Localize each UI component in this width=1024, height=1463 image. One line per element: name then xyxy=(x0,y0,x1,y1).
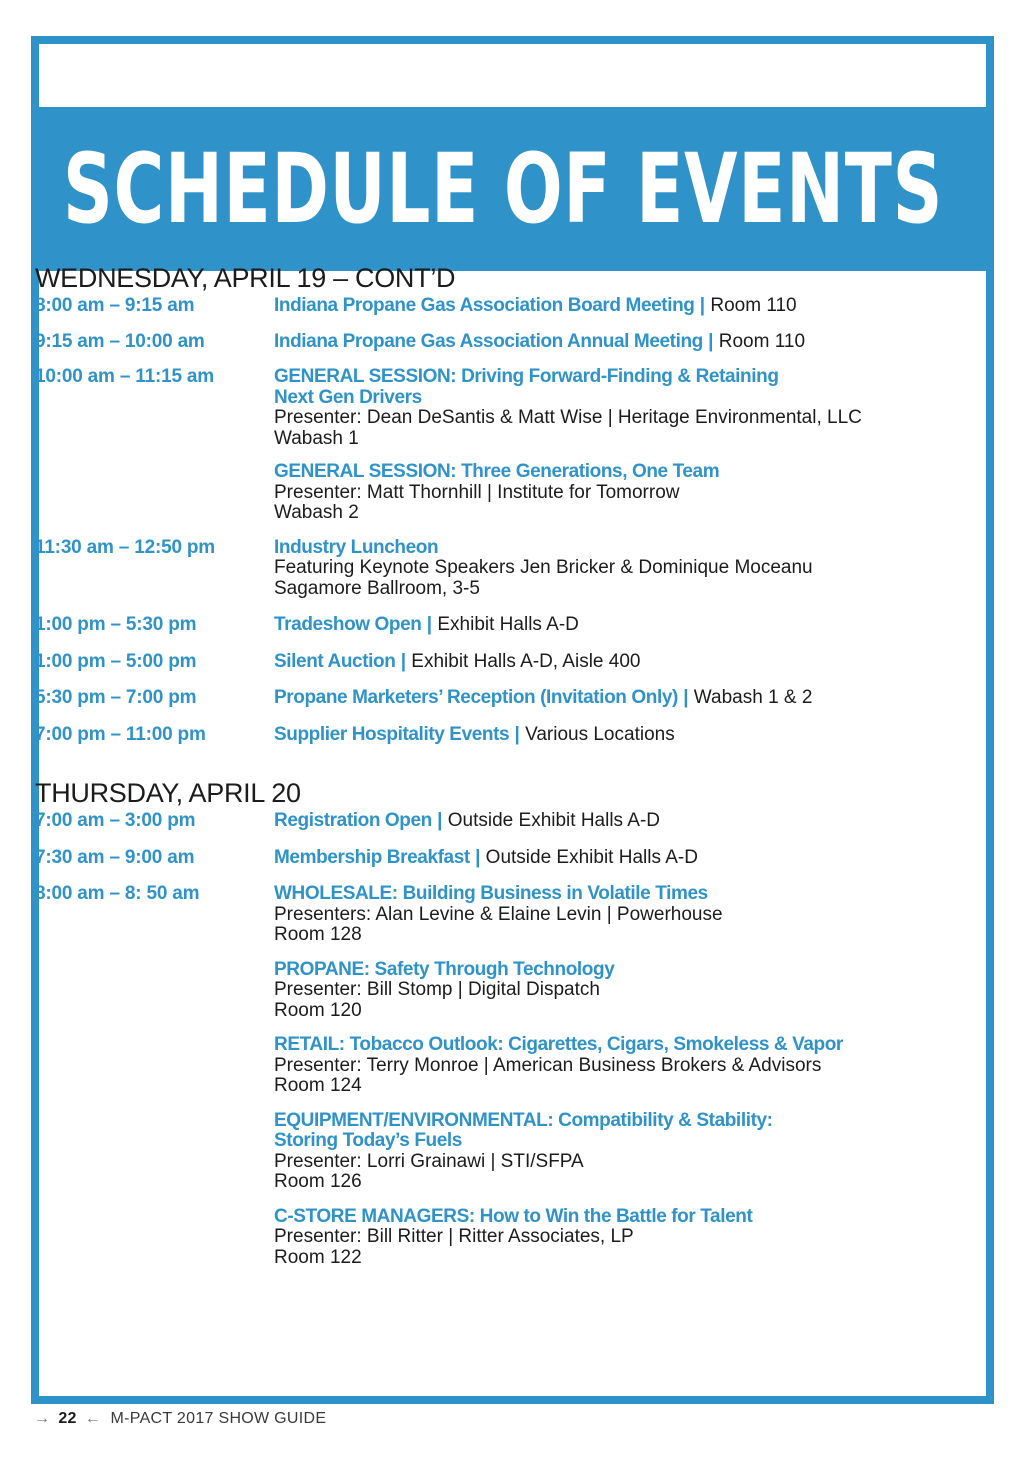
session-entry xyxy=(274,1111,925,1193)
session-presenter: Presenter: Bill Ritter | Ritter Associates, LP xyxy=(274,1226,634,1247)
session-entry xyxy=(274,960,925,1022)
session-location: Outside Exhibit Halls A-D xyxy=(485,846,698,868)
event-sessions xyxy=(274,538,925,600)
session-entry xyxy=(274,811,925,832)
event-row xyxy=(35,884,925,1268)
event-sessions xyxy=(274,332,925,353)
separator-bar-icon: | xyxy=(702,330,719,352)
event-row xyxy=(35,811,925,832)
session-title: Membership Breakfast xyxy=(274,846,470,868)
session-location: Sagamore Ballroom, 3-5 xyxy=(274,577,480,599)
event-time: 5:30 pm – 7:00 pm xyxy=(35,687,197,708)
page-title: SCHEDULE OF EVENTS xyxy=(63,133,944,245)
session-title: Supplier Hospitality Events xyxy=(274,723,510,745)
session-location: Room 128 xyxy=(274,924,362,945)
day-section-thursday xyxy=(35,777,925,1268)
session-title: WHOLESALE: Building Business in Volatile Times xyxy=(274,883,708,904)
event-row xyxy=(35,332,925,353)
session-location: Exhibit Halls A-D xyxy=(437,614,579,635)
session-title-line xyxy=(274,960,925,981)
session-entry xyxy=(274,332,925,353)
event-time: 1:00 pm – 5:30 pm xyxy=(35,614,197,635)
day-section-wednesday xyxy=(35,262,925,745)
session-location: Room 126 xyxy=(274,1171,362,1192)
event-time: 10:00 am – 11:15 am xyxy=(35,366,214,387)
day-heading: THURSDAY, APRIL 20 xyxy=(35,778,301,808)
session-entry xyxy=(274,1035,925,1097)
title-banner xyxy=(39,107,986,271)
session-title: Industry Luncheon xyxy=(274,536,439,558)
event-sessions xyxy=(274,367,925,524)
event-time: 8:00 am – 9:15 am xyxy=(35,295,195,316)
session-title-line xyxy=(274,367,925,408)
separator-bar-icon: | xyxy=(395,650,412,672)
session-title-line xyxy=(274,1207,925,1228)
session-title-line xyxy=(274,811,925,832)
session-title: Tradeshow Open xyxy=(274,614,422,635)
separator-bar-icon: | xyxy=(421,614,438,635)
event-row xyxy=(35,725,925,746)
event-list xyxy=(35,811,925,1268)
event-row xyxy=(35,848,925,869)
event-sessions xyxy=(274,725,925,746)
session-location: Room 122 xyxy=(274,1246,362,1268)
session-entry xyxy=(274,848,925,869)
page-number: 22 xyxy=(58,1410,77,1427)
session-entry xyxy=(274,462,925,524)
session-title-line xyxy=(274,615,925,636)
event-sessions xyxy=(274,811,925,832)
session-title-line xyxy=(274,332,925,353)
session-entry xyxy=(274,688,925,709)
session-location: Outside Exhibit Halls A-D xyxy=(447,810,661,831)
event-row xyxy=(35,688,925,709)
event-row xyxy=(35,538,925,600)
session-presenter: Presenter: Terry Monroe | American Business Brokers & Advisors xyxy=(274,1054,822,1076)
session-location: Wabash 1 & 2 xyxy=(693,687,813,708)
event-row xyxy=(35,296,925,317)
session-title: C-STORE MANAGERS: How to Win the Battle for Talent xyxy=(274,1205,753,1227)
session-entry xyxy=(274,615,925,636)
session-title: Propane Marketers’ Reception (Invitation Only) xyxy=(274,687,678,708)
session-entry xyxy=(274,884,925,946)
event-row xyxy=(35,615,925,636)
event-time: 1:00 pm – 5:00 pm xyxy=(35,650,197,672)
event-sessions xyxy=(274,884,925,1268)
session-location: Various Locations xyxy=(525,723,675,745)
session-entry xyxy=(274,538,925,600)
session-title-line xyxy=(274,462,925,483)
separator-bar-icon: | xyxy=(469,846,486,868)
session-title-line xyxy=(274,652,925,673)
event-time: 8:00 am – 8: 50 am xyxy=(35,883,200,904)
session-location: Wabash 1 xyxy=(274,427,359,449)
session-title-line xyxy=(274,1035,925,1056)
session-title-line xyxy=(274,296,925,317)
session-location: Room 110 xyxy=(718,330,806,352)
event-time: 7:00 pm – 11:00 pm xyxy=(35,723,206,745)
session-location: Room 120 xyxy=(274,999,362,1021)
event-list xyxy=(35,296,925,745)
session-entry xyxy=(274,725,925,746)
page-footer xyxy=(34,1410,326,1428)
session-title: Silent Auction xyxy=(274,650,396,672)
footer-dash-icon: → xyxy=(34,1410,51,1427)
separator-bar-icon: | xyxy=(431,810,448,831)
event-sessions xyxy=(274,848,925,869)
session-entry xyxy=(274,296,925,317)
session-presenter: Presenters: Alan Levine & Elaine Levin | Powerhouse xyxy=(274,903,723,925)
session-title: Registration Open xyxy=(274,810,432,831)
session-title-line xyxy=(274,725,925,746)
session-entry xyxy=(274,367,925,449)
session-title-line xyxy=(274,848,925,869)
session-title-line xyxy=(274,884,925,905)
event-sessions xyxy=(274,615,925,636)
footer-dash-icon: ← xyxy=(84,1410,102,1427)
separator-bar-icon: | xyxy=(509,723,526,745)
event-time: 7:00 am – 3:00 pm xyxy=(35,810,196,831)
session-location: Wabash 2 xyxy=(274,502,359,523)
event-time: 11:30 am – 12:50 pm xyxy=(35,536,215,558)
session-entry xyxy=(274,652,925,673)
session-title: GENERAL SESSION: Driving Forward-Finding & Retaining Next Gen Drivers xyxy=(274,366,779,408)
session-presenter: Featuring Keynote Speakers Jen Bricker & Dominique Moceanu xyxy=(274,557,813,578)
session-title: EQUIPMENT/ENVIRONMENTAL: Compatibility & Stability: Storing Today’s Fuels xyxy=(274,1109,773,1151)
session-entry xyxy=(274,1207,925,1269)
session-location: Room 124 xyxy=(274,1075,362,1096)
session-location: Room 110 xyxy=(710,295,797,316)
event-sessions xyxy=(274,296,925,317)
publication-name: M-PACT 2017 SHOW GUIDE xyxy=(110,1410,327,1427)
session-title: RETAIL: Tobacco Outlook: Cigarettes, Cigars, Smokeless & Vapor xyxy=(274,1034,843,1055)
schedule-content xyxy=(35,262,925,1268)
session-presenter: Presenter: Dean DeSantis & Matt Wise | Heritage Environmental, LLC xyxy=(274,407,862,428)
event-row xyxy=(35,652,925,673)
separator-bar-icon: | xyxy=(677,687,694,708)
session-location: Exhibit Halls A-D, Aisle 400 xyxy=(411,650,641,672)
separator-bar-icon: | xyxy=(694,295,711,316)
session-presenter: Presenter: Lorri Grainawi | STI/SFPA xyxy=(274,1150,584,1172)
session-title: Indiana Propane Gas Association Board Meeting xyxy=(274,295,695,316)
event-row xyxy=(35,367,925,524)
event-sessions xyxy=(274,652,925,673)
event-time: 9:15 am – 10:00 am xyxy=(35,330,205,352)
session-title-line xyxy=(274,1111,925,1152)
session-title: Indiana Propane Gas Association Annual Meeting xyxy=(274,330,703,352)
event-time: 7:30 am – 9:00 am xyxy=(35,846,195,868)
session-title: PROPANE: Safety Through Technology xyxy=(274,958,615,980)
day-heading: WEDNESDAY, APRIL 19 – CONT’D xyxy=(35,263,456,293)
session-presenter: Presenter: Matt Thornhill | Institute for Tomorrow xyxy=(274,481,680,503)
session-presenter: Presenter: Bill Stomp | Digital Dispatch xyxy=(274,979,600,1000)
session-title-line xyxy=(274,538,925,559)
event-sessions xyxy=(274,688,925,709)
session-title-line xyxy=(274,688,925,709)
session-title: GENERAL SESSION: Three Generations, One Team xyxy=(274,461,720,482)
